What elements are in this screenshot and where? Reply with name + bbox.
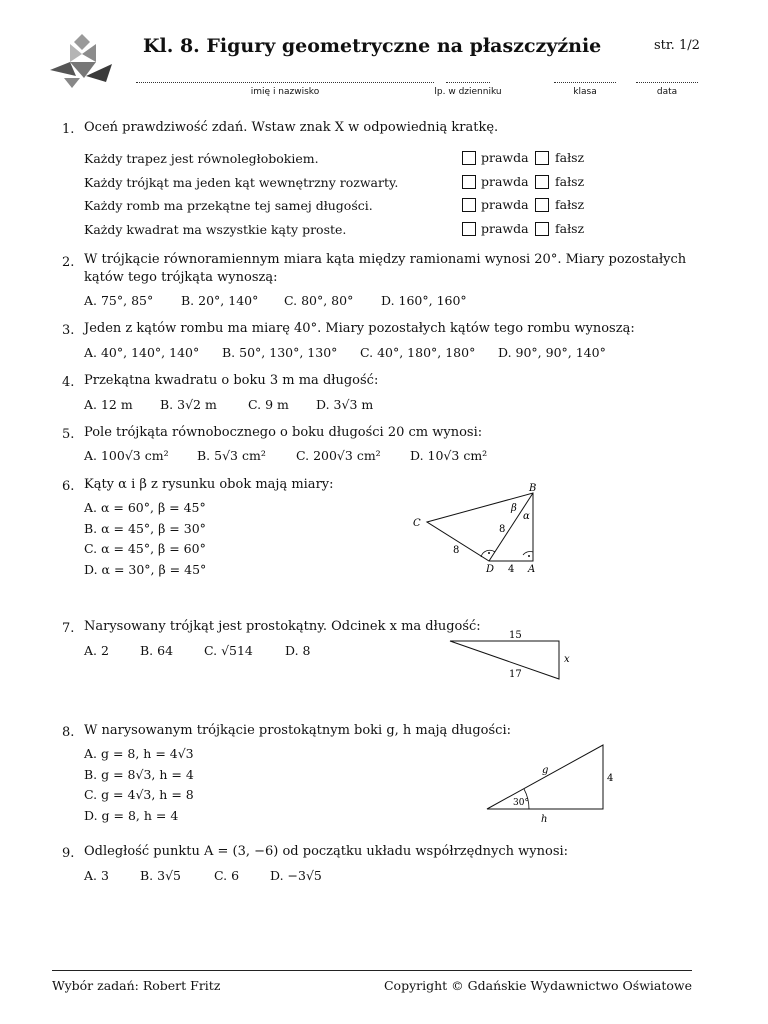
answer-option-d[interactable]: D. g = 8, h = 4	[84, 808, 179, 823]
true-checkbox-3[interactable]	[462, 198, 476, 212]
angle-alpha-label: α	[523, 511, 530, 522]
true-label: prawda	[481, 221, 529, 236]
question-number: 4.	[62, 375, 75, 390]
statement-4: Każdy kwadrat ma wszystkie kąty proste.	[84, 222, 347, 237]
roll-number-field[interactable]	[446, 70, 490, 83]
answer-option-a[interactable]: A. 75°, 85°	[84, 293, 154, 308]
answer-option-b[interactable]: B. α = 45°, β = 30°	[84, 521, 206, 536]
false-label: fałsz	[555, 221, 585, 236]
angle-beta-label: β	[511, 503, 517, 514]
vertex-d-label: D	[486, 564, 495, 575]
false-label: fałsz	[555, 197, 585, 212]
answer-option-b[interactable]: B. 3√2 m	[160, 397, 217, 412]
true-checkbox-4[interactable]	[462, 222, 476, 236]
answer-option-b[interactable]: B. 5√3 cm²	[197, 448, 266, 463]
false-label: fałsz	[555, 174, 585, 189]
side-h-label: h	[541, 814, 548, 825]
answer-option-c[interactable]: C. 200√3 cm²	[296, 448, 381, 463]
answer-option-c[interactable]: C. √514	[204, 643, 253, 658]
question-number: 2.	[62, 255, 75, 270]
question-number: 1.	[62, 122, 75, 137]
true-checkbox-2[interactable]	[462, 175, 476, 189]
side-x-label: x	[564, 654, 570, 665]
roll-number-field-label: lp. w dzienniku	[434, 87, 502, 97]
answer-option-a[interactable]: A. 100√3 cm²	[84, 448, 169, 463]
answer-option-c[interactable]: C. 40°, 180°, 180°	[360, 345, 476, 360]
side-top-label: 15	[509, 630, 522, 641]
answer-option-b[interactable]: B. 50°, 130°, 130°	[222, 345, 338, 360]
false-checkbox-2[interactable]	[535, 175, 549, 189]
question-text: Kąty α i β z rysunku obok mają miary:	[84, 477, 334, 492]
false-checkbox-3[interactable]	[535, 198, 549, 212]
answer-option-c[interactable]: C. 9 m	[248, 397, 289, 412]
false-checkbox-4[interactable]	[535, 222, 549, 236]
answer-option-a[interactable]: A. α = 60°, β = 45°	[84, 500, 206, 515]
triangle-figure-q6	[405, 480, 555, 575]
statement-1: Każdy trapez jest równoległobokiem.	[84, 151, 319, 166]
answer-option-b[interactable]: B. 3√5	[140, 868, 182, 883]
footer-author: Wybór zadań: Robert Fritz	[52, 978, 221, 993]
footer-copyright: Copyright © Gdańskie Wydawnictwo Oświatowe	[383, 978, 692, 993]
answer-option-d[interactable]: D. 160°, 160°	[381, 293, 467, 308]
page-number: str. 1/2	[654, 38, 700, 53]
question-text: W narysowanym trójkącie prostokątnym boki g, h mają długości:	[84, 723, 511, 738]
side-bottom-label: 17	[509, 669, 522, 680]
publisher-logo	[46, 32, 118, 90]
side-vertical-label: 4	[607, 773, 614, 784]
answer-option-d[interactable]: D. 90°, 90°, 140°	[498, 345, 606, 360]
answer-option-d[interactable]: D. 10√3 cm²	[410, 448, 488, 463]
question-number: 6.	[62, 479, 75, 494]
answer-option-c[interactable]: C. α = 45°, β = 60°	[84, 541, 206, 556]
angle-label: 30°	[513, 798, 529, 808]
answer-option-d[interactable]: D. α = 30°, β = 45°	[84, 562, 207, 577]
statement-2: Każdy trójkąt ma jeden kąt wewnętrzny rozwarty.	[84, 175, 399, 190]
answer-option-d[interactable]: D. 3√3 m	[316, 397, 374, 412]
answer-option-d[interactable]: D. 8	[285, 643, 311, 658]
question-text: Narysowany trójkąt jest prostokątny. Odcinek x ma długość:	[84, 619, 481, 634]
false-checkbox-1[interactable]	[535, 151, 549, 165]
question-text: Odległość punktu A = (3, −6) od początku układu współrzędnych wynosi:	[84, 844, 569, 859]
question-number: 8.	[62, 725, 75, 740]
answer-option-d[interactable]: D. −3√5	[270, 868, 322, 883]
false-label: fałsz	[555, 150, 585, 165]
vertex-a-label: A	[528, 564, 536, 575]
statement-3: Każdy romb ma przekątne tej samej długości.	[84, 198, 373, 213]
question-text: Przekątna kwadratu o boku 3 m ma długość:	[84, 373, 379, 388]
true-label: prawda	[481, 197, 529, 212]
date-field[interactable]	[636, 70, 698, 83]
question-text: Pole trójkąta równobocznego o boku długości 20 cm wynosi:	[84, 425, 483, 440]
answer-option-a[interactable]: A. g = 8, h = 4√3	[84, 746, 194, 761]
side-g-label: g	[542, 765, 549, 776]
question-text: Oceń prawdziwość zdań. Wstaw znak X w odpowiednią kratkę.	[84, 120, 499, 135]
answer-option-a[interactable]: A. 3	[84, 868, 109, 883]
question-text: W trójkącie równoramiennym miara kąta między ramionami wynosi 20°. Miary pozostałych kątów tego trójkąta wynoszą:	[84, 252, 687, 285]
answer-option-b[interactable]: B. 20°, 140°	[181, 293, 259, 308]
answer-option-c[interactable]: C. 6	[214, 868, 240, 883]
date-field-label: data	[656, 87, 678, 97]
worksheet-title: Kl. 8. Figury geometryczne na płaszczyźnie	[143, 35, 602, 57]
question-text: Jeden z kątów rombu ma miarę 40°. Miary pozostałych kątów tego rombu wynoszą:	[84, 321, 635, 336]
vertex-b-label: B	[529, 483, 537, 494]
true-label: prawda	[481, 174, 529, 189]
class-field-label: klasa	[573, 87, 597, 97]
question-number: 7.	[62, 621, 75, 636]
name-field[interactable]	[136, 70, 434, 83]
vertex-c-label: C	[413, 518, 421, 529]
side-bd-label: 8	[499, 524, 506, 535]
triangle-figure-q7	[445, 624, 580, 684]
question-number: 3.	[62, 323, 75, 338]
side-da-label: 4	[508, 564, 515, 575]
answer-option-a[interactable]: A. 2	[84, 643, 109, 658]
answer-option-b[interactable]: B. 64	[140, 643, 174, 658]
side-cd-label: 8	[453, 545, 460, 556]
true-checkbox-1[interactable]	[462, 151, 476, 165]
true-label: prawda	[481, 150, 529, 165]
footer-divider	[52, 970, 692, 971]
question-number: 5.	[62, 427, 75, 442]
answer-option-c[interactable]: C. g = 4√3, h = 8	[84, 787, 194, 802]
answer-option-a[interactable]: A. 12 m	[84, 397, 133, 412]
triangle-figure-q8	[480, 740, 620, 826]
name-field-label: imię i nazwisko	[250, 87, 320, 97]
class-field[interactable]	[554, 70, 616, 83]
question-number: 9.	[62, 846, 75, 861]
answer-option-a[interactable]: A. 40°, 140°, 140°	[84, 345, 200, 360]
answer-option-b[interactable]: B. g = 8√3, h = 4	[84, 767, 194, 782]
answer-option-c[interactable]: C. 80°, 80°	[284, 293, 354, 308]
